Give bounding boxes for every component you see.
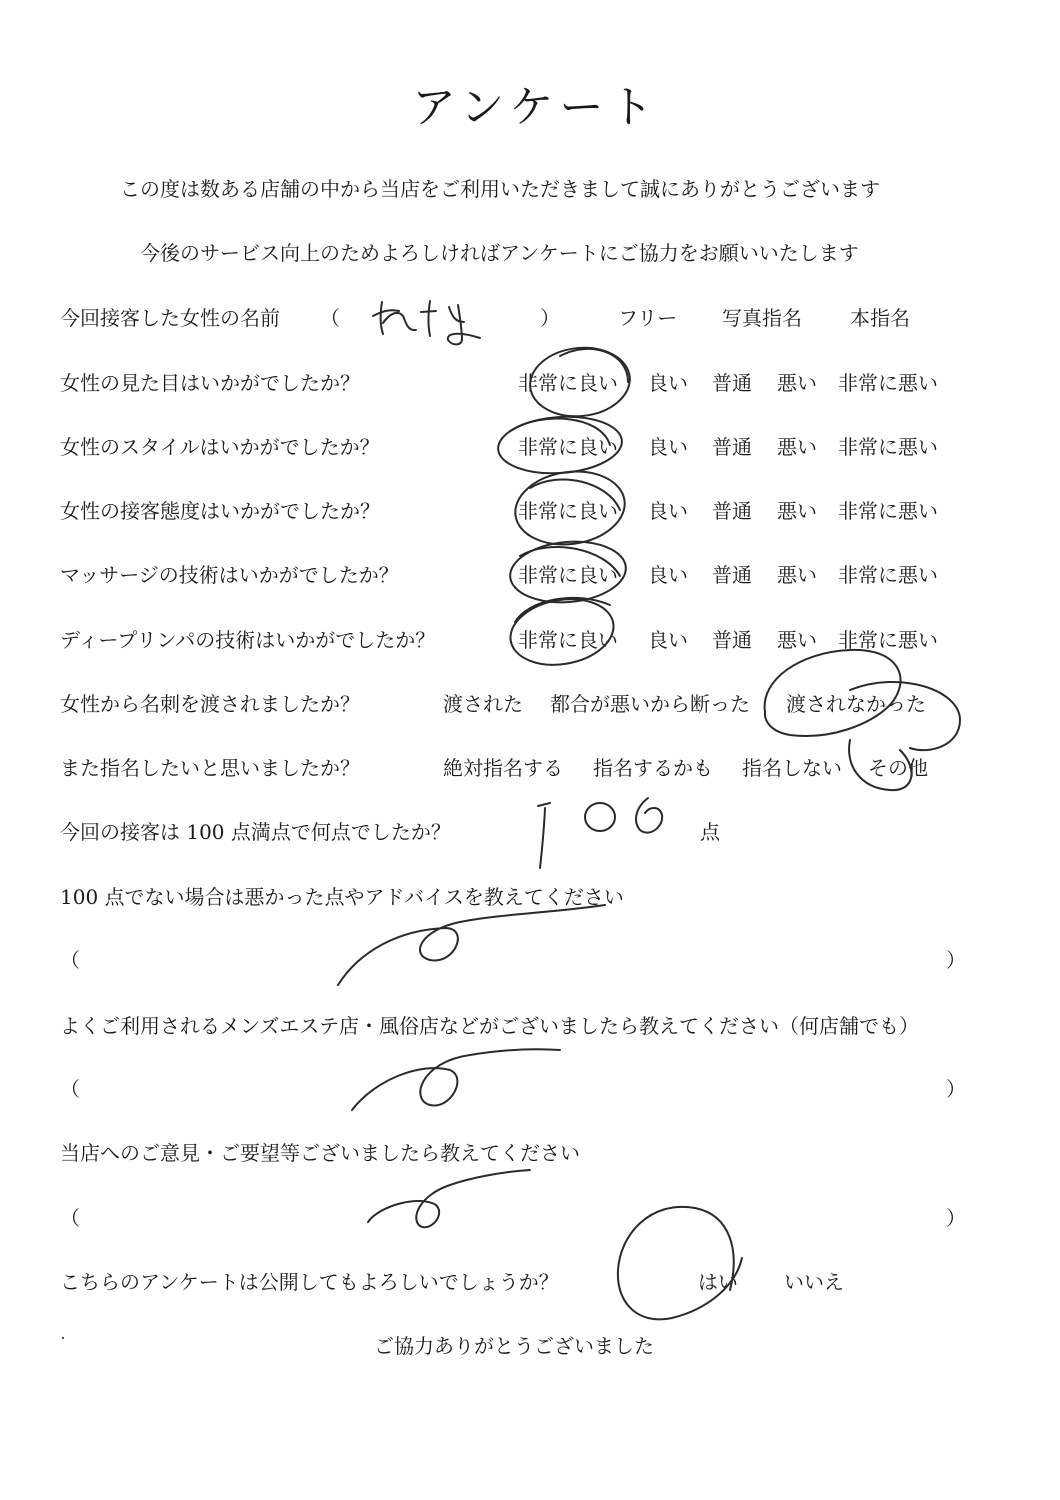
renominate-option-maybe[interactable]: 指名するかも bbox=[593, 756, 713, 780]
rating-option[interactable]: 普通 bbox=[712, 371, 752, 395]
score-unit: 点 bbox=[700, 820, 720, 844]
publish-option-yes[interactable]: はい bbox=[698, 1270, 738, 1294]
closing-thanks: ご協力ありがとうございました bbox=[374, 1334, 654, 1358]
advice-close-paren: ） bbox=[946, 948, 966, 972]
rating-option[interactable]: 普通 bbox=[712, 499, 752, 523]
rating-option[interactable]: 普通 bbox=[712, 563, 752, 587]
name-close-paren: ） bbox=[540, 306, 560, 330]
intro-thanks: この度は数ある店舗の中から当店をご利用いただきまして誠にありがとうございます bbox=[120, 177, 880, 201]
score-question-label: 今回の接客は 100 点満点で何点でしたか？ bbox=[60, 820, 451, 844]
handwritten-score bbox=[538, 798, 662, 868]
rating-option[interactable]: 非常に悪い bbox=[838, 628, 938, 652]
publish-question-label: こちらのアンケートは公開してもよろしいでしょうか？ bbox=[60, 1270, 559, 1294]
rating-option[interactable]: 非常に良い bbox=[518, 628, 618, 652]
advice-question-label: 100 点でない場合は悪かった点やアドバイスを教えてください bbox=[60, 885, 624, 909]
card-option-received[interactable]: 渡された bbox=[443, 692, 523, 716]
other-shops-close-paren: ） bbox=[946, 1077, 966, 1101]
rating-option[interactable]: 悪い bbox=[777, 628, 817, 652]
card-question-label: 女性から名刺を渡されましたか？ bbox=[60, 692, 360, 716]
rating-question-attitude: 女性の接客態度はいかがでしたか？ bbox=[60, 499, 380, 523]
selection-circle bbox=[618, 1207, 742, 1320]
name-open-paren: （ bbox=[320, 306, 340, 330]
page-title: アンケート bbox=[412, 82, 660, 133]
other-shops-question-label: よくご利用されるメンズエステ店・風俗店などがございましたら教えてください（何店舗でも） bbox=[60, 1014, 919, 1038]
intro-request: 今後のサービス向上のためよろしければアンケートにご協力をお願いいたします bbox=[140, 241, 859, 265]
rating-option[interactable]: 非常に悪い bbox=[838, 563, 938, 587]
rating-option[interactable]: 良い bbox=[648, 563, 688, 587]
renominate-question-label: また指名したいと思いましたか？ bbox=[60, 756, 360, 780]
rating-question-appearance: 女性の見た目はいかがでしたか？ bbox=[60, 371, 360, 395]
card-option-declined[interactable]: 都合が悪いから断った bbox=[550, 692, 750, 716]
other-shops-open-paren: （ bbox=[60, 1077, 80, 1101]
rating-option[interactable]: 良い bbox=[648, 499, 688, 523]
rating-option[interactable]: 非常に良い bbox=[518, 371, 618, 395]
feedback-question-label: 当店へのご意見・ご要望等ございましたら教えてください bbox=[60, 1141, 580, 1165]
rating-option[interactable]: 普通 bbox=[712, 628, 752, 652]
name-option-free[interactable]: フリー bbox=[618, 306, 678, 330]
renominate-option-definitely[interactable]: 絶対指名する bbox=[443, 756, 563, 780]
rating-option[interactable]: 非常に悪い bbox=[838, 435, 938, 459]
rating-option[interactable]: 悪い bbox=[777, 563, 817, 587]
rating-option[interactable]: 悪い bbox=[777, 371, 817, 395]
rating-option[interactable]: 非常に悪い bbox=[838, 499, 938, 523]
scribble-mark bbox=[352, 1049, 560, 1110]
rating-question-style: 女性のスタイルはいかがでしたか？ bbox=[60, 435, 380, 459]
renominate-option-other[interactable]: その他 bbox=[868, 756, 928, 780]
rating-option[interactable]: 悪い bbox=[777, 435, 817, 459]
handwritten-name bbox=[373, 301, 480, 344]
rating-option[interactable]: 悪い bbox=[777, 499, 817, 523]
rating-question-massage: マッサージの技術はいかがでしたか？ bbox=[60, 563, 399, 587]
card-option-not-received[interactable]: 渡されなかった bbox=[786, 692, 926, 716]
selection-circle-stroke bbox=[515, 598, 610, 622]
rating-option[interactable]: 非常に良い bbox=[518, 435, 618, 459]
advice-open-paren: （ bbox=[60, 948, 80, 972]
rating-option[interactable]: 非常に良い bbox=[518, 563, 618, 587]
rating-option[interactable]: 普通 bbox=[712, 435, 752, 459]
rating-option[interactable]: 非常に良い bbox=[518, 499, 618, 523]
rating-question-lymph: ディープリンパの技術はいかがでしたか？ bbox=[60, 628, 436, 652]
renominate-option-no[interactable]: 指名しない bbox=[742, 756, 842, 780]
feedback-open-paren: （ bbox=[60, 1206, 80, 1230]
feedback-close-paren: ） bbox=[946, 1206, 966, 1230]
rating-option[interactable]: 良い bbox=[648, 628, 688, 652]
scribble-mark bbox=[368, 1170, 530, 1227]
rating-option[interactable]: 良い bbox=[648, 435, 688, 459]
name-option-main[interactable]: 本指名 bbox=[850, 306, 910, 330]
scan-speck bbox=[62, 1337, 64, 1339]
rating-option[interactable]: 良い bbox=[648, 371, 688, 395]
publish-option-no[interactable]: いいえ bbox=[784, 1270, 844, 1294]
rating-option[interactable]: 非常に悪い bbox=[838, 371, 938, 395]
name-option-photo[interactable]: 写真指名 bbox=[722, 306, 802, 330]
scribble-mark bbox=[338, 905, 605, 985]
name-question-label: 今回接客した女性の名前 bbox=[60, 306, 280, 330]
